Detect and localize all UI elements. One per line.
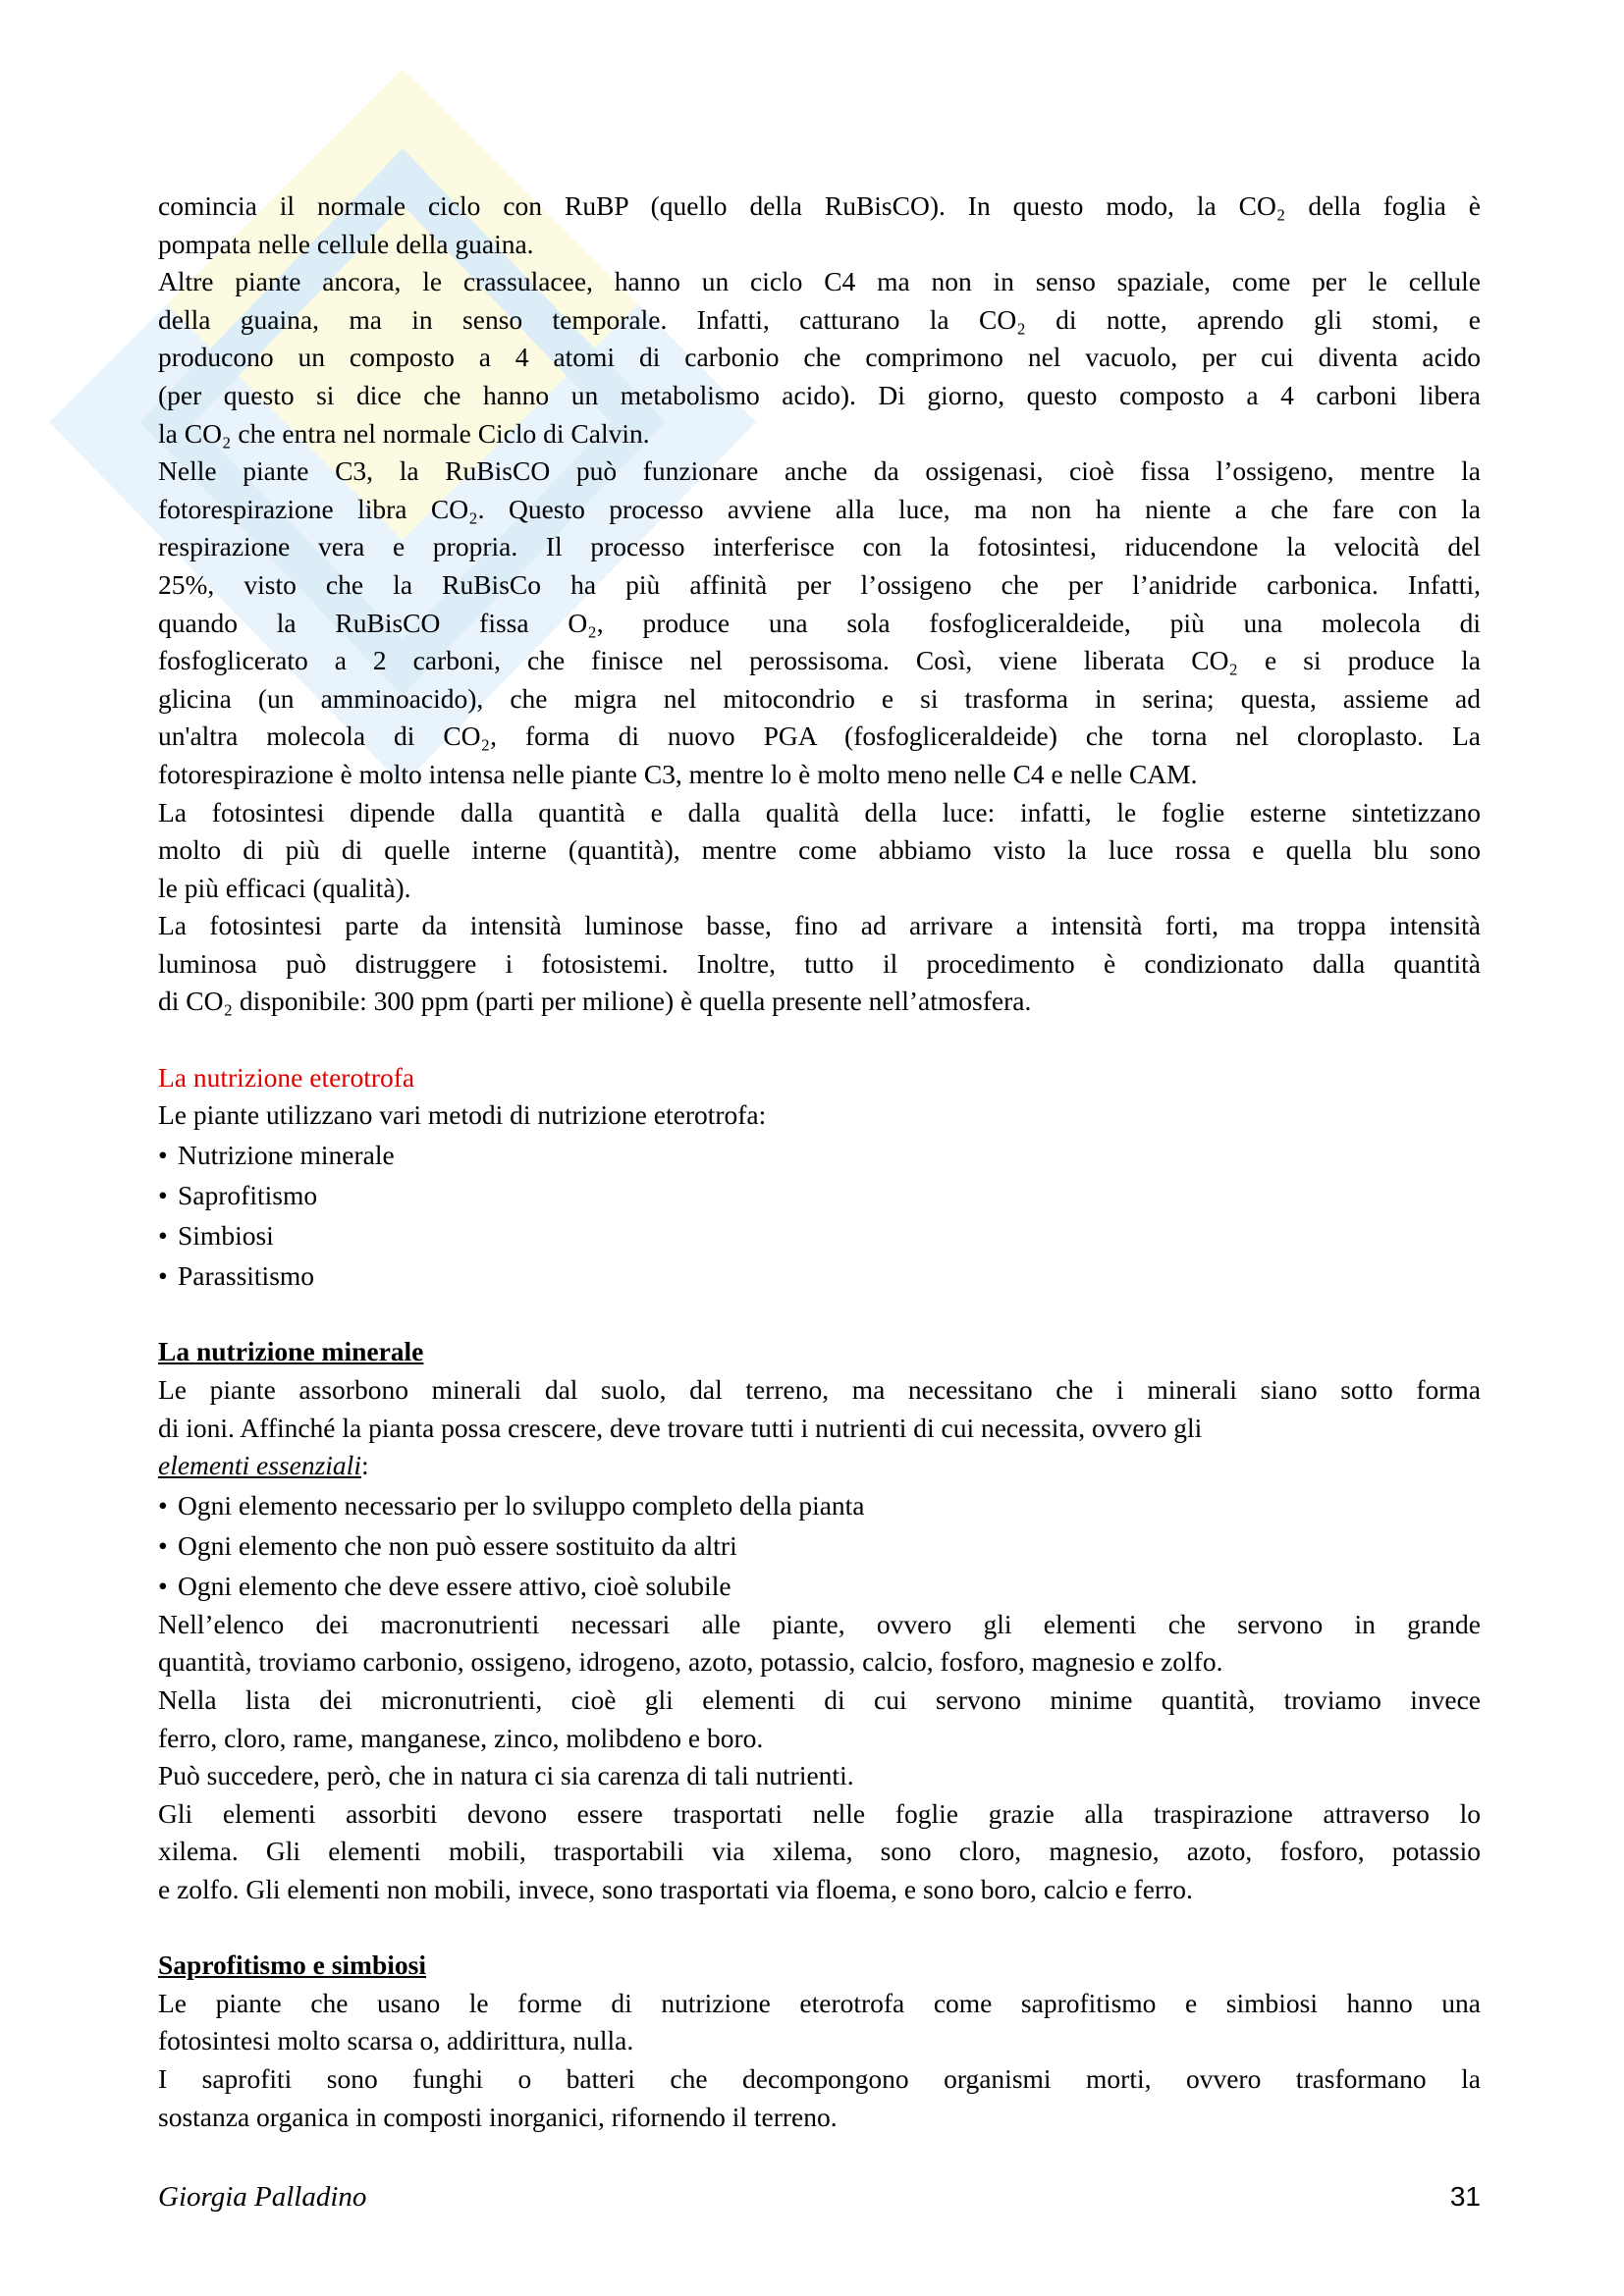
text-line: xilema. Gli elementi mobili, trasportabili via xilema, sono cloro, magnesio, azoto, fosforo, potassio [158,1836,1481,1867]
text-line: le più efficaci (qualità). [158,872,411,903]
paragraph [158,1096,1481,1135]
bullet-icon: • [158,1489,168,1521]
paragraph [158,794,1481,908]
list-item-text: Parassitismo [178,1259,315,1291]
paragraph [158,1795,1481,1909]
paragraph [158,187,1481,263]
bullet-icon: • [158,1259,168,1291]
paragraph [158,2060,1481,2136]
text-line: Altre piante ancora, le crassulacee, hanno un ciclo C4 ma non in senso spaziale, come per le cellule [158,266,1481,297]
subsection-heading: Saprofitismo e simbiosi [158,1949,426,1981]
text-line: della guaina, ma in senso temporale. Infatti, catturano la CO₂ di notte, aprendo gli stomi, e [158,303,1481,335]
emphasized-term: elementi essenziali [158,1450,361,1481]
list-item [158,1566,1481,1606]
list-item-text: Simbiosi [178,1219,274,1251]
text-line: I saprofiti sono funghi o batteri che decompongono organismi morti, ovvero trasformano la [158,2062,1481,2094]
text-line: La fotosintesi dipende dalla quantità e dalla qualità della luce: infatti, le foglie esterne sintetizzano [158,796,1481,828]
text-line: pompata nelle cellule della guaina. [158,228,534,259]
text-line: luminosa può distruggere i fotosistemi. Inoltre, tutto il procedimento è condizionato dalla quantità [158,947,1481,979]
list-item-text: Ogni elemento che deve essere attivo, cioè solubile [178,1570,731,1601]
text-line: respirazione vera e propria. Il processo interferisce con la fotosintesi, riducendone la velocità del [158,531,1481,562]
bullet-icon: • [158,1179,168,1210]
text-line: ferro, cloro, rame, manganese, zinco, molibdeno e boro. [158,1722,764,1753]
list-item [158,1215,1481,1255]
section-heading: La nutrizione eterotrofa [158,1061,415,1093]
text-line: molto di più di quelle interne (quantità), mentre come abbiamo visto la luce rossa e quella blu sono [158,834,1481,866]
text-line: glicina (un amminoacido), che migra nel mitocondrio e si trasforma in serina; questa, assieme ad [158,682,1481,714]
bullet-list [158,1135,1481,1296]
list-item-text: Saprofitismo [178,1179,318,1210]
list-item-text: Nutrizione minerale [178,1139,395,1170]
text-line [158,1447,1481,1485]
text-fragment: : [360,1450,369,1481]
text-line: di CO₂ disponibile: 300 ppm (parti per milione) è quella presente nell’atmosfera. [158,986,1032,1017]
text-line: (per questo si dice che hanno un metabolismo acido). Di giorno, questo composto a 4 carboni libera [158,379,1481,410]
paragraph [158,1606,1481,1682]
list-item [158,1485,1481,1525]
paragraph [158,1371,1481,1447]
text-line: di ioni. Affinché la pianta possa crescere, deve trovare tutti i nutrienti di cui necessita, ovvero gli [158,1412,1203,1443]
text-line: quantità, troviamo carbonio, ossigeno, idrogeno, azoto, potassio, calcio, fosforo, magnesio e zolfo. [158,1646,1223,1678]
page-body [158,187,1481,2136]
text-line: Le piante assorbono minerali dal suolo, dal terreno, ma necessitano che i minerali siano sotto forma [158,1374,1481,1406]
text-line: la CO₂ che entra nel normale Ciclo di Calvin. [158,417,650,449]
text-line: comincia il normale ciclo con RuBP (quello della RuBisCO). In questo modo, la CO₂ della foglia è [158,190,1481,221]
list-item [158,1135,1481,1175]
subsection-heading: La nutrizione minerale [158,1336,424,1367]
spacer [158,1909,1481,1948]
bullet-icon: • [158,1219,168,1251]
list-item [158,1525,1481,1566]
bullet-icon: • [158,1139,168,1170]
text-line: Nelle piante C3, la RuBisCO può funzionare anche da ossigenasi, cioè fissa l’ossigeno, mentre la [158,455,1481,487]
text-line: producono un composto a 4 atomi di carbonio che comprimono nel vacuolo, per cui diventa acido [158,342,1481,373]
list-item-text: Ogni elemento necessario per lo sviluppo completo della pianta [178,1489,865,1521]
bullet-icon: • [158,1570,168,1601]
spacer [158,1296,1481,1334]
list-item [158,1175,1481,1215]
text-line: quando la RuBisCO fissa O₂, produce una sola fosfogliceraldeide, più una molecola di [158,607,1481,638]
bullet-list [158,1485,1481,1606]
paragraph [158,453,1481,793]
text-line: e zolfo. Gli elementi non mobili, invece, sono trasportati via floema, e sono boro, calcio e ferro. [158,1873,1193,1904]
text-line: 25%, visto che la RuBisCo ha più affinità per l’ossigeno che per l’anidride carbonica. Infatti, [158,568,1481,600]
text-line: Nella lista dei micronutrienti, cioè gli elementi di cui servono minime quantità, troviamo invece [158,1684,1481,1715]
text-line: Può succedere, però, che in natura ci sia carenza di tali nutrienti. [158,1760,854,1791]
paragraph [158,1682,1481,1757]
text-line: La fotosintesi parte da intensità luminose basse, fino ad arrivare a intensità forti, ma troppa intensità [158,910,1481,941]
text-line: sostanza organica in composti inorganici, rifornendo il terreno. [158,2101,838,2132]
text-line: fosfoglicerato a 2 carboni, che finisce nel perossisoma. Così, viene liberata CO₂ e si produce la [158,645,1481,676]
text-line: Gli elementi assorbiti devono essere trasportati nelle foglie grazie alla traspirazione attraverso lo [158,1797,1481,1829]
footer-author: Giorgia Palladino [158,2181,367,2213]
spacer [158,1021,1481,1059]
paragraph [158,1985,1481,2060]
text-line: fotosintesi molto scarsa o, addirittura, nulla. [158,2025,634,2056]
bullet-icon: • [158,1529,168,1561]
paragraph [158,907,1481,1021]
text-line: Le piante che usano le forme di nutrizione eterotrofa come saprofitismo e simbiosi hanno una [158,1987,1481,2018]
paragraph [158,263,1481,453]
paragraph [158,1757,1481,1795]
text-line: fotorespirazione è molto intensa nelle piante C3, mentre lo è molto meno nelle C4 e nelle CAM. [158,758,1198,789]
text-line: fotorespirazione libra CO₂. Questo processo avviene alla luce, ma non ha niente a che fare con la [158,493,1481,524]
text-line: Le piante utilizzano vari metodi di nutrizione eterotrofa: [158,1099,767,1131]
page-number: 31 [1449,2181,1481,2212]
list-item [158,1255,1481,1296]
text-line: Nell’elenco dei macronutrienti necessari alle piante, ovvero gli elementi che servono in grande [158,1608,1481,1639]
text-line: un'altra molecola di CO₂, forma di nuovo PGA (fosfogliceraldeide) che torna nel cloroplasto. La [158,721,1481,752]
list-item-text: Ogni elemento che non può essere sostituito da altri [178,1529,737,1561]
